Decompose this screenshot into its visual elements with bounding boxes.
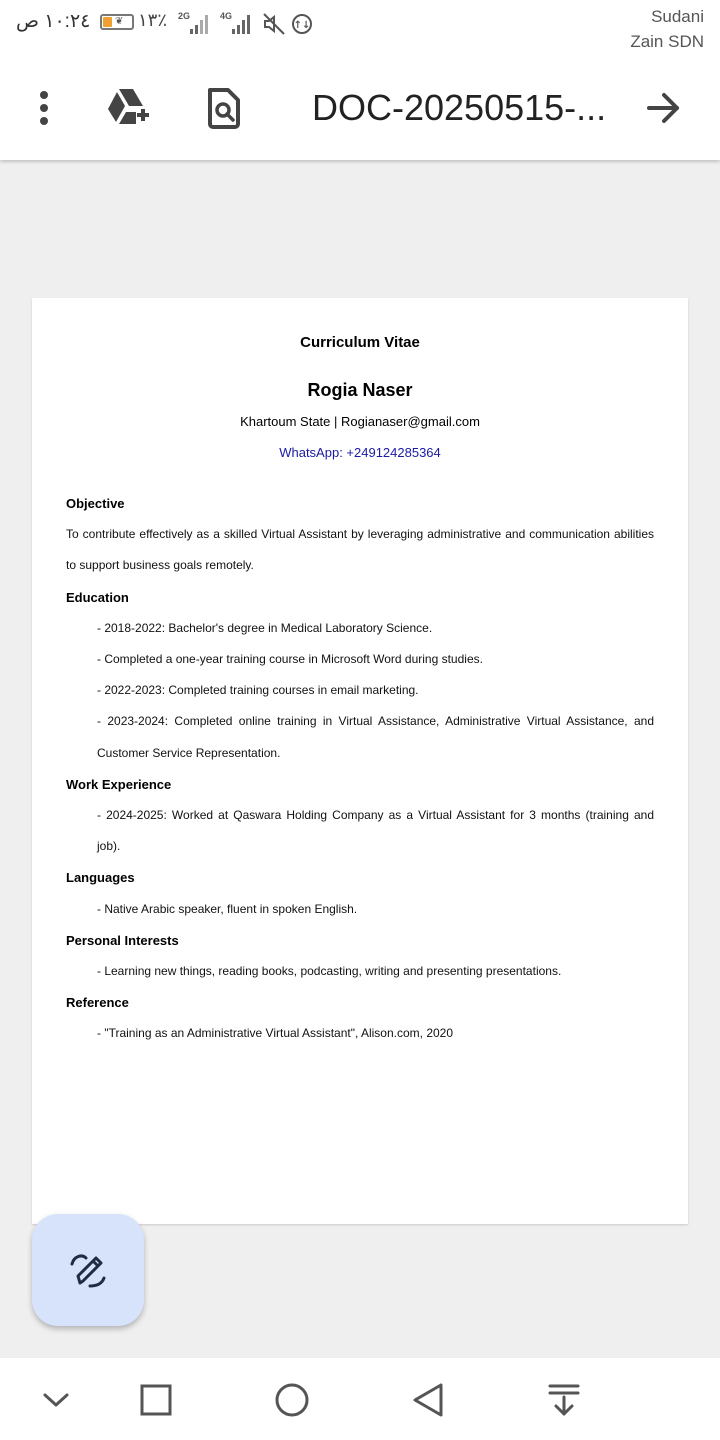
mute-icon — [262, 12, 286, 36]
cv-body — [66, 488, 654, 1050]
objective-text: To contribute effectively as a skilled Virtual Assistant by leveraging administrative and communication abilities to support business goals remotely. — [66, 527, 654, 573]
app-toolbar — [0, 56, 720, 160]
back-triangle-icon — [411, 1382, 445, 1418]
section-heading-reference: Reference — [66, 995, 129, 1011]
find-in-page-button[interactable] — [196, 80, 252, 136]
nav-collapse-button[interactable] — [34, 1378, 78, 1422]
cv-contact: Khartoum State | Rogianaser@gmail.com — [240, 414, 480, 429]
forward-button[interactable] — [636, 80, 692, 136]
section-heading-interests: Personal Interests — [66, 932, 179, 948]
network-type-4g: 4G — [220, 11, 233, 21]
section-heading-work: Work Experience — [66, 776, 172, 792]
edit-fab-button[interactable] — [32, 1214, 144, 1326]
navigation-bar — [0, 1358, 720, 1440]
signal-4g-icon — [232, 12, 250, 34]
home-circle-icon — [274, 1382, 310, 1418]
status-bar — [0, 0, 720, 56]
carrier-name — [630, 4, 704, 54]
education-item: - Completed a one-year training course in Microsoft Word during studies. — [97, 652, 483, 667]
svg-text:↑↓: ↑↓ — [293, 20, 311, 31]
battery-percent: ١٣٪ — [138, 10, 168, 30]
section-heading-languages: Languages — [66, 870, 135, 886]
education-item: - 2022-2023: Completed training courses in email marketing. — [97, 683, 419, 698]
education-item: - 2018-2022: Bachelor's degree in Medical Laboratory Science. — [97, 620, 433, 635]
more-vert-icon — [32, 88, 56, 128]
document-title: DOC-20250515-... — [312, 87, 607, 128]
education-item: - 2023-2024: Completed online training in Virtual Assistance, Administrative Virtual Assistance, and Customer Service Representation. — [97, 714, 654, 760]
data-saver-icon — [290, 12, 314, 36]
cv-heading: Curriculum Vitae — [300, 334, 420, 351]
arrow-forward-icon — [646, 90, 682, 126]
signal-2g-icon — [190, 12, 208, 34]
recents-square-icon — [140, 1384, 172, 1416]
nav-home-button[interactable] — [270, 1378, 314, 1422]
section-heading-objective: Objective — [66, 496, 125, 511]
nav-download-button[interactable] — [542, 1378, 586, 1422]
add-to-drive-icon — [104, 86, 152, 130]
cv-name: Rogia Naser — [307, 380, 413, 400]
more-options-button[interactable] — [16, 80, 72, 136]
section-heading-education: Education — [66, 589, 129, 605]
reference-item: - "Training as an Administrative Virtual Assistant", Alison.com, 2020 — [97, 1026, 454, 1041]
work-item: - 2024-2025: Worked at Qaswara Holding Company as a Virtual Assistant for 3 months (training and job). — [97, 808, 654, 854]
add-to-drive-button[interactable] — [100, 80, 156, 136]
network-type-2g: 2G — [178, 11, 191, 21]
status-time: ١٠:٢٤ ص — [16, 11, 91, 32]
nav-recents-button[interactable] — [134, 1378, 178, 1422]
carrier-line-1: Sudani — [651, 7, 704, 26]
find-in-page-icon — [206, 86, 242, 130]
document-page[interactable] — [32, 298, 688, 1224]
edit-pen-icon — [68, 1250, 108, 1290]
download-icon — [548, 1383, 580, 1417]
language-item: - Native Arabic speaker, fluent in spoken English. — [97, 901, 358, 916]
chevron-down-icon — [41, 1390, 71, 1410]
battery-saver-icon: ❦ — [100, 14, 134, 30]
carrier-line-2: Zain SDN — [630, 32, 704, 51]
interest-item: - Learning new things, reading books, podcasting, writing and presenting presentations. — [97, 964, 562, 979]
nav-back-button[interactable] — [406, 1378, 450, 1422]
cv-whatsapp-link[interactable]: WhatsApp: +249124285364 — [279, 445, 441, 460]
